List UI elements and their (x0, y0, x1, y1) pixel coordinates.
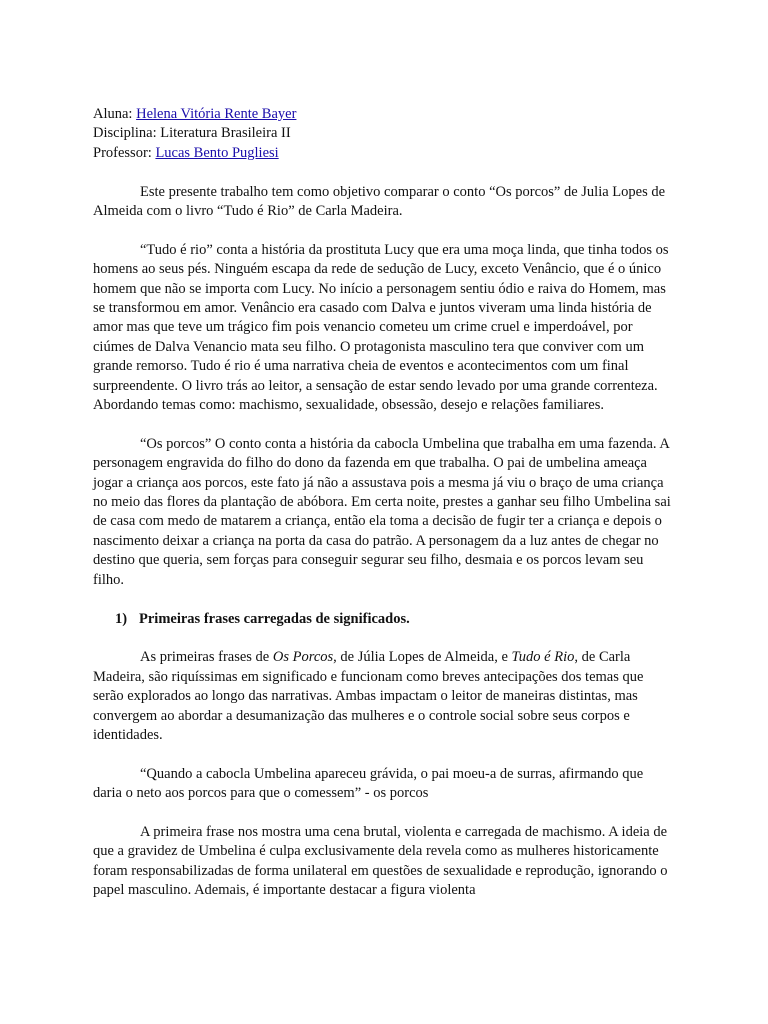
spacer (93, 415, 675, 434)
book-title-tudo-e-rio: Tudo é Rio (511, 649, 575, 666)
student-label: Aluna: (93, 106, 137, 122)
professor-label: Professor: (93, 144, 156, 161)
intro-paragraph: Este presente trabalho tem como objetivo comparar o conto “Os porcos” de Julia Lopes de Almeida com o livro “Tudo é Rio” de Carla Madeira. (93, 183, 666, 220)
analysis-paragraph: A primeira frase nos mostra uma cena brutal, violenta e carregada de machismo. A ideia de que a gravidez de Umbelina é culpa exclusivamente dela revela como as mulheres historicamente foram responsabilizadas de forma unilateral em questões de sexualidade e reprodução, ignorando o papel masculino. Ademais, é importante destacar a figura violenta (93, 823, 668, 899)
student-name-link[interactable]: Helena Vitória Rente Bayer (136, 106, 297, 122)
text-run: As primeiras frases de (140, 649, 273, 666)
spacer (93, 745, 675, 764)
text-run: , de Júlia Lopes de Almeida, e (333, 649, 512, 666)
quote-paragraph: “Quando a cabocla Umbelina apareceu grávida, o pai moeu-a de surras, afirmando que daria o neto aos porcos para que o comessem” - os porcos (93, 765, 644, 802)
first-phrases-paragraph (93, 648, 675, 745)
section-title: Primeiras frases carregadas de significados. (139, 610, 410, 627)
course-line: Disciplina: Literatura Brasileira II (93, 125, 291, 142)
book-title-os-porcos: Os Porcos (272, 649, 334, 666)
os-porcos-paragraph: “Os porcos” O conto conta a história da cabocla Umbelina que trabalha em uma fazenda. A personagem engravida do filho do dono da fazenda em que trabalha. O pai de umbelina ameaça jogar a criança aos porcos, este fato já não a assustava pois a mesma já viu o braço de uma criança no meio das flores da plantação de abóbora. Em certa noite, prestes a ganhar seu filho Umbelina sai de casa com medo de matarem a criança, então ela toma a decisão de fugir ter a criança e depois o nascimento deixar a criança na porta da casa do patrão. A personagem da a luz antes de chegar no destino que queria, sem forças para conseguir segurar seu filho, desmaia e os porcos levam seu filho. (93, 435, 671, 588)
professor-line (93, 144, 675, 163)
text-run: , de Carla Madeira, são riquíssimas em significado e funcionam como breves antecipações dos temas que serão explorados ao longo das narrativas. Ambas impactam o leitor de maneiras distintas, mas convergem ao abordar a desumanização das mulheres e o controle social sobre seus corpos e identidades. (93, 649, 644, 743)
spacer (93, 221, 675, 240)
spacer (93, 163, 675, 182)
section-number: 1) (115, 610, 128, 627)
section-heading (93, 610, 675, 629)
spacer (93, 629, 675, 648)
professor-name-link[interactable]: Lucas Bento Pugliesi (155, 144, 279, 161)
spacer (93, 804, 675, 823)
student-line (93, 105, 675, 124)
tudo-e-rio-paragraph: “Tudo é rio” conta a história da prostituta Lucy que era uma moça linda, que tinha todos os homens ao seus pés. Ninguém escapa da rede de sedução de Lucy, exceto Venâncio, que é o único homem que não se importa com Lucy. No início a personagem sentiu ódio e raiva do Homem, mas se transformou em amor. Venâncio era casado com Dalva e juntos viveram uma linda história de amor mas que teve um trágico fim pois venancio cometeu um crime cruel e imperdoável, por ciúmes de Dalva Venancio mata seu filho. O protagonista masculino tera que conviver com um grande remorso. Tudo é rio é uma narrativa cheia de eventos e acontecimentos com um final surpreendente. O livro trás ao leitor, a sensação de estar sendo levado por uma grande correnteza. Abordando temas como: machismo, sexualidade, obsessão, desejo e relações familiares. (93, 241, 669, 414)
spacer (93, 590, 675, 609)
